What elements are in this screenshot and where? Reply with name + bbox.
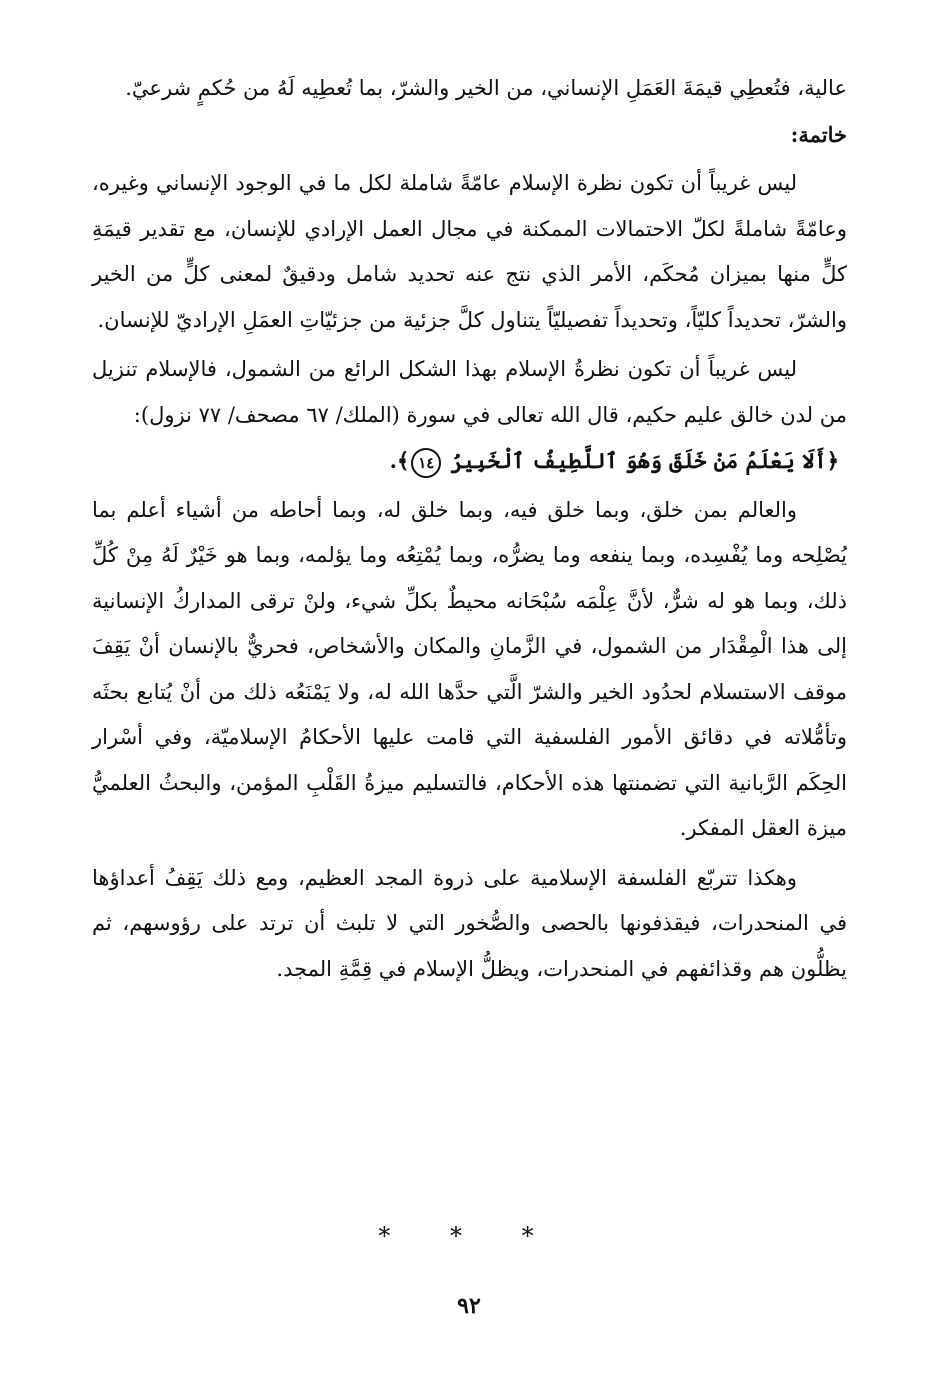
paragraph-1: ليس غريباً أن تكون نظرة الإسلام عامّةً شاملة لكل ما في الوجود الإنساني وغيره، وعامّةً شاملةً لكلّ الاحتمالات الممكنة في مجال العمل الإرادي للإنسان، مع تقدير قيمَةِ كلٍّ منها بميزان مُحكَم، الأمر الذي نتج عنه تحديد شامل ودقيقٌ لمعنى كلٍّ من الخير والشرّ، تحديداً كليّاً، وتحديداً تفصيليّاً يتناول كلَّ جزئية من جزئيّاتِ العمَلِ الإراديّ للإنسان. bbox=[92, 171, 847, 332]
section-separator: * * * bbox=[378, 1222, 560, 1250]
opening-paragraph: عالية، فتُعطِي قيمَةَ العَمَلِ الإنساني، من الخير والشرّ، بما تُعطِيه لَهُ من حُكمٍ شرعيّ. bbox=[125, 76, 847, 100]
page-body bbox=[92, 66, 847, 992]
section-heading: خاتمة: bbox=[790, 121, 847, 147]
ayah-open-bracket: ﴿ bbox=[826, 448, 839, 473]
page-number: ٩٢ bbox=[457, 1293, 481, 1319]
ayah-close-bracket: ﴾. bbox=[389, 448, 410, 473]
ayah-number: ١٤ bbox=[411, 448, 441, 478]
quran-verse bbox=[92, 438, 847, 484]
paragraph-2: ليس غريباً أن تكون نظرةُ الإسلام بهذا الشكل الرائع من الشمول، فالإسلام تنزيل من لدن خالق عليم حكيم، قال الله تعالى في سورة (الملك/ ٦٧ مصحف/ ٧٧ نزول): bbox=[92, 357, 847, 427]
paragraph-3: والعالم بمن خلق، وبما خلق فيه، وبما خلق له، وبما أحاطه من أشياء أعلم بما يُصْلِحه وما يُفْسِده، وبما ينفعه وما يضرُّه، وبما يُمْتِعُه وما يؤلمه، وبما هو خَيْرٌ لَهُ مِنْ كُلِّ ذلك، وبما هو له شرٌّ، لأنَّ عِلْمَه سُبْحَانه محيطٌ بكلِّ شيء، ولنْ ترقى المداركُ الإنسانية إلى هذا الْمِقْدَار من الشمول، في الزَّمانِ والمكان والأشخاص، فحريٌّ بالإنسان أنْ يَقِفَ موقف الاستسلام لحدُود الخير والشرّ الَّتي حدَّها الله له، ولا يَمْنَعُه ذلك من أنْ يُتابع بحثَه وتأمُّلاته في دقائق الأمور الفلسفية التي قامت عليها الأحكامُ الإسلاميّة، وفي أسْرار الحِكَم الرَّبانية التي تضمنتها هذه الأحكام، فالتسليم ميزةُ القَلْبِ المؤمن، والبحثُ العلميُّ ميزة العقل المفكر. bbox=[92, 497, 847, 840]
ayah-text: أَلَا يَعْلَمُ مَنْ خَلَقَ وَهُوَ ٱللَّطِيفُ ٱلْخَبِيرُ bbox=[450, 448, 827, 473]
paragraph-4: وهكذا تتربّع الفلسفة الإسلامية على ذروة المجد العظيم، ومع ذلك يَقِفُ أعداؤها في المنحدرات، فيقذفونها بالحصى والصُّخور التي لا تلبث أن ترتد على رؤوسهم، ثم يظلُّون هم وقذائفهم في المنحدرات، ويظلُّ الإسلام في قِمَّةِ المجد. bbox=[92, 865, 847, 981]
